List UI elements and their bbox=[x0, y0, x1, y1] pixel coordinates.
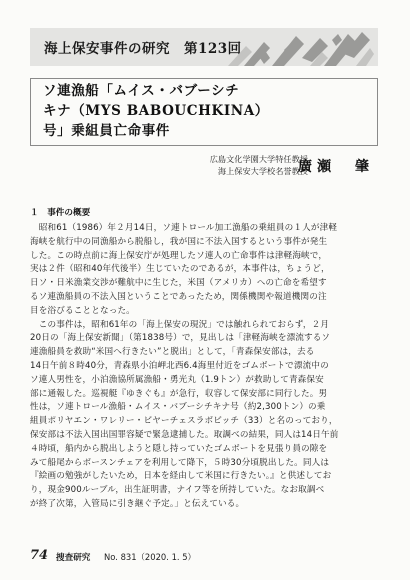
series-header bbox=[30, 28, 378, 66]
decorative-pattern bbox=[224, 28, 374, 66]
body-line: 14日午前８時40分，青森県小泊岬北西6.4海里付近をゴムボートで漂流中の bbox=[30, 360, 329, 371]
body-line: ４時頃，船内から脱出しようと隠し持っていたゴムボートを見張り員の隙を bbox=[30, 443, 328, 454]
body-line: り，現金900ルーブル，出生証明書，ナイフ等を所持していた。なお取調べ bbox=[30, 485, 325, 496]
section-heading: １ 事件の概要 bbox=[30, 208, 91, 218]
article-title-line: キナ（MYS BABOUCHKINA） bbox=[43, 103, 269, 119]
body-line: るソ連漁船員の不法入国ということであったため，関係機関や報道機関の注 bbox=[30, 291, 327, 302]
body-line: ソ連人男性を，小泊漁協所属漁船・勇光丸（1.9トン）が救助して青森保安 bbox=[30, 374, 324, 385]
body-line: この事件は，昭和61年の「海上保安の現況」では触れられておらず，２月 bbox=[30, 319, 330, 330]
body-line: 組員ポリヤエン・ワレリー・ビヤーチェスラボビッチ（33）と名のっており， bbox=[30, 416, 338, 427]
body-line: 20日の「海上保安新聞」（第1838号）で，見出しは「津軽海峡を漂流するソ bbox=[30, 333, 331, 344]
article-title-line: 号」乗組員亡命事件 bbox=[43, 123, 170, 139]
body-line: 連漁船員を救助“米国へ行きたい”と脱出」として，「青森保安部は，去る bbox=[30, 347, 315, 358]
article-title-box bbox=[30, 78, 378, 146]
author-block bbox=[150, 152, 380, 184]
page-number: 74 bbox=[30, 548, 49, 563]
body-text bbox=[30, 222, 380, 512]
body-line: みて船尾からボースンチェアを利用して降下，５時30分頃脱出した。同人は bbox=[30, 457, 330, 468]
body-line: 目を浴びることとなった。 bbox=[30, 305, 135, 316]
body-line: 昭和61（1986）年２月14日，ソ連トロール加工漁船の乗組員の１人が津軽 bbox=[30, 223, 338, 233]
article-title-line: ソ連漁船「ムイス・バブーシチ bbox=[43, 83, 240, 99]
issue-info: No. 831（2020. 1. 5） bbox=[104, 552, 196, 562]
body-line: 日ソ・日米漁業交渉が難航中に生じた，米国（アメリカ）への亡命を希望す bbox=[30, 278, 327, 289]
body-line: 部に通報した。巡視艇『ゆきぐも』が急行，収容して保安部に同行した。男 bbox=[30, 388, 328, 399]
author-name: 廣瀬 肇 bbox=[298, 159, 374, 175]
journal-name: 捜査研究 bbox=[56, 553, 91, 563]
author-affiliation: 海上保安大学校名誉教授 bbox=[217, 166, 308, 176]
body-line: 保安部は不法入国出国罪容疑で緊急逮捕した。取調べの結果，同人は14日午前 bbox=[30, 429, 339, 440]
page-footer bbox=[30, 548, 380, 564]
body-line: 実は２件（昭和40年代後半）生じていたのであるが，本事件は，ちょうど， bbox=[30, 264, 330, 275]
author-affiliation: 広島文化学園大学特任教授 bbox=[209, 154, 308, 164]
body-line: 『絵画の勉強がしたいため，日本を経由して米国に行きたい。』と供述してお bbox=[30, 471, 332, 482]
body-line: した。この時点前に海上保安庁が処理したソ連人の亡命事件は津軽海峡で， bbox=[30, 250, 328, 261]
body-line: 海峡を航行中の同漁船から脱船し，我が国に不法入国するという事件が発生 bbox=[30, 236, 328, 247]
series-title: 海上保安事件の研究 第123回 bbox=[44, 41, 242, 57]
body-line: が終了次第，入管局に引き継ぐ予定。」と伝えている。 bbox=[30, 498, 245, 509]
body-line: 性は，ソ連トロール漁船・ムイス・バブーシチキナ号（約2,300トン）の乗 bbox=[30, 402, 326, 413]
